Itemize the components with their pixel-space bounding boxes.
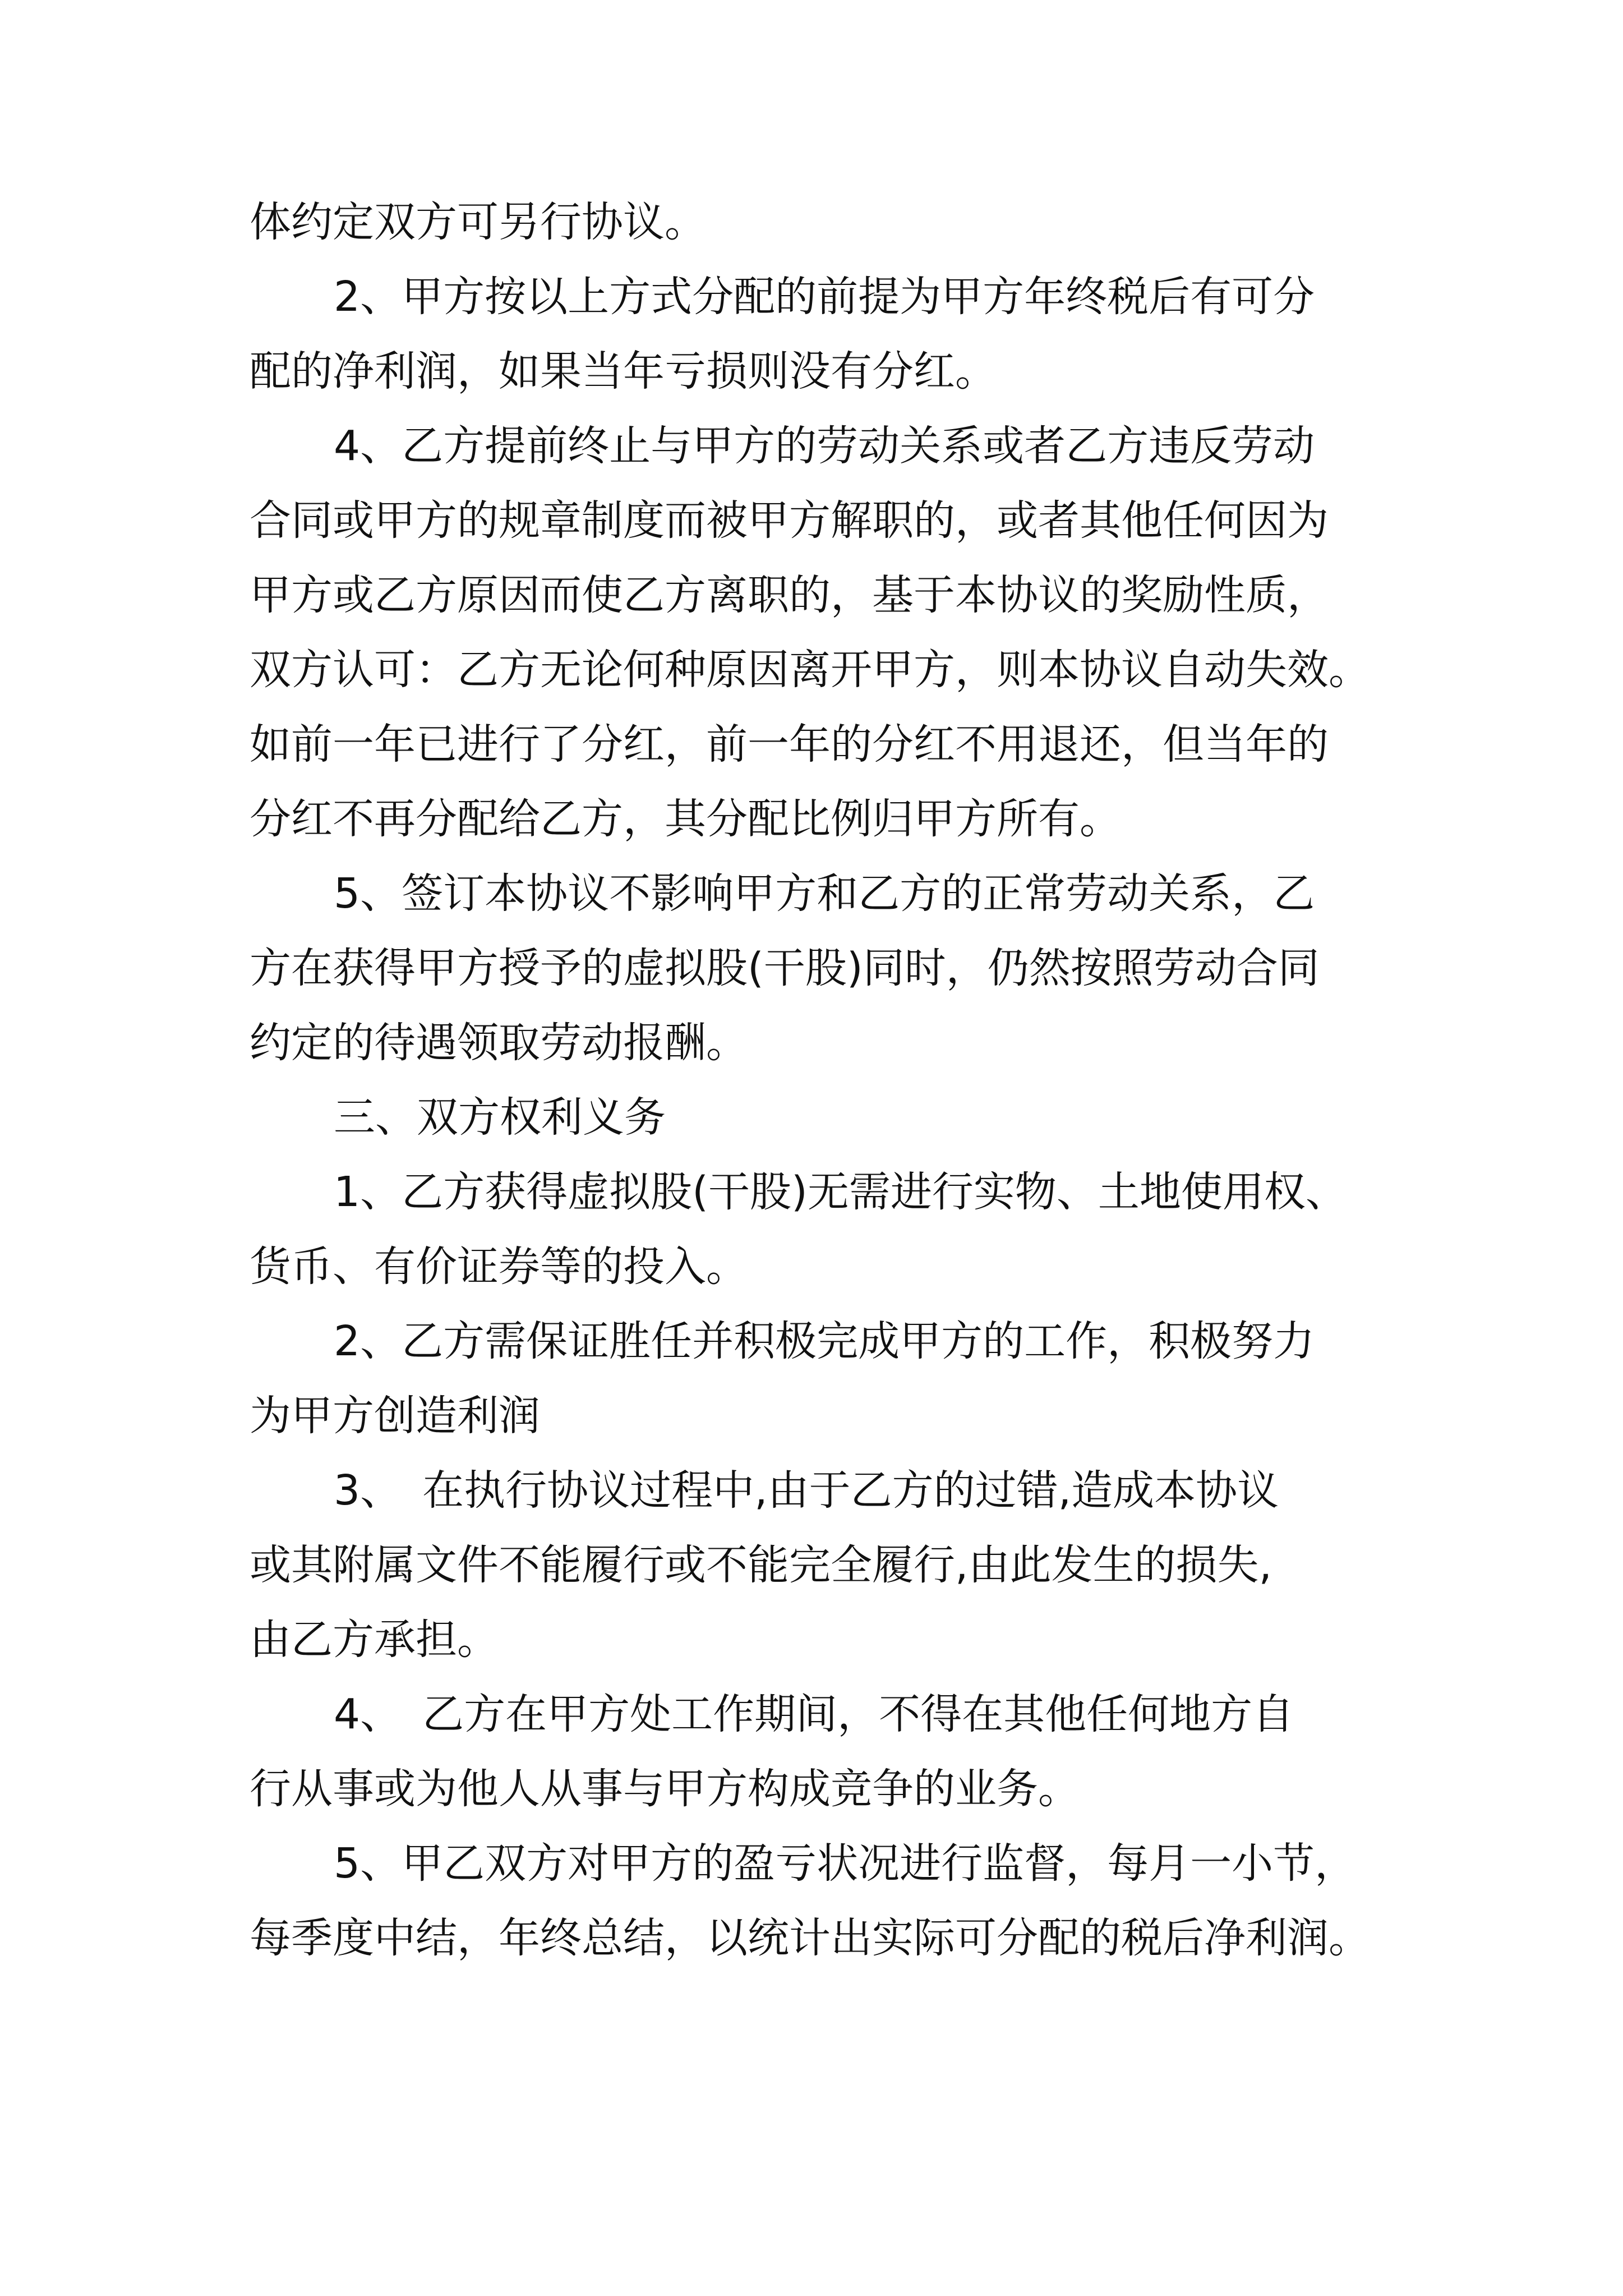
text-line: 甲方或乙方原因而使乙方离职的，基于本协议的奖励性质，: [250, 571, 1329, 619]
text-line: 5、甲乙双方对甲方的盈亏状况进行监督，每月一小节，: [334, 1839, 1357, 1888]
text-line: 双方认可：乙方无论何种原因离开甲方，则本协议自动失效。: [250, 646, 1370, 694]
text-line: 2、乙方需保证胜任并积极完成甲方的工作，积极努力: [334, 1317, 1315, 1365]
text-line: 三、双方权利义务: [334, 1093, 666, 1142]
text-line: 3、 在执行协议过程中,由于乙方的过错,造成本协议: [334, 1466, 1279, 1515]
text-line: 配的净利润，如果当年亏损则没有分红。: [250, 347, 997, 395]
text-line: 方在获得甲方授予的虚拟股(干股)同时，仍然按照劳动合同: [250, 944, 1320, 992]
text-line: 4、乙方提前终止与甲方的劳动关系或者乙方违反劳动: [334, 422, 1315, 470]
text-line: 1、乙方获得虚拟股(干股)无需进行实物、土地使用权、: [334, 1168, 1347, 1216]
text-line: 4、 乙方在甲方处工作期间，不得在其他任何地方自: [334, 1690, 1294, 1738]
text-line: 由乙方承担。: [250, 1616, 499, 1664]
document-body: [250, 185, 1377, 1976]
text-line: 每季度中结，年终总结，以统计出实际可分配的税后净利润。: [250, 1914, 1370, 1962]
text-line: 5、签订本协议不影响甲方和乙方的正常劳动关系，乙: [334, 869, 1315, 918]
text-line: 体约定双方可另行协议。: [250, 198, 706, 246]
text-line: 约定的待遇领取劳动报酬。: [250, 1019, 748, 1067]
text-line: 为甲方创造利润: [250, 1392, 540, 1440]
text-line: 如前一年已进行了分红，前一年的分红不用退还，但当年的: [250, 720, 1329, 769]
text-line: 行从事或为他人从事与甲方构成竞争的业务。: [250, 1765, 1080, 1813]
text-line: 合同或甲方的规章制度而被甲方解职的，或者其他任何因为: [250, 496, 1329, 545]
text-line: 分红不再分配给乙方，其分配比例归甲方所有。: [250, 795, 1121, 843]
text-line: 货币、有价证券等的投入。: [250, 1243, 748, 1291]
text-line: 或其附属文件不能履行或不能完全履行,由此发生的损失,: [250, 1541, 1272, 1589]
text-line: 2、甲方按以上方式分配的前提为甲方年终税后有可分: [334, 273, 1315, 321]
